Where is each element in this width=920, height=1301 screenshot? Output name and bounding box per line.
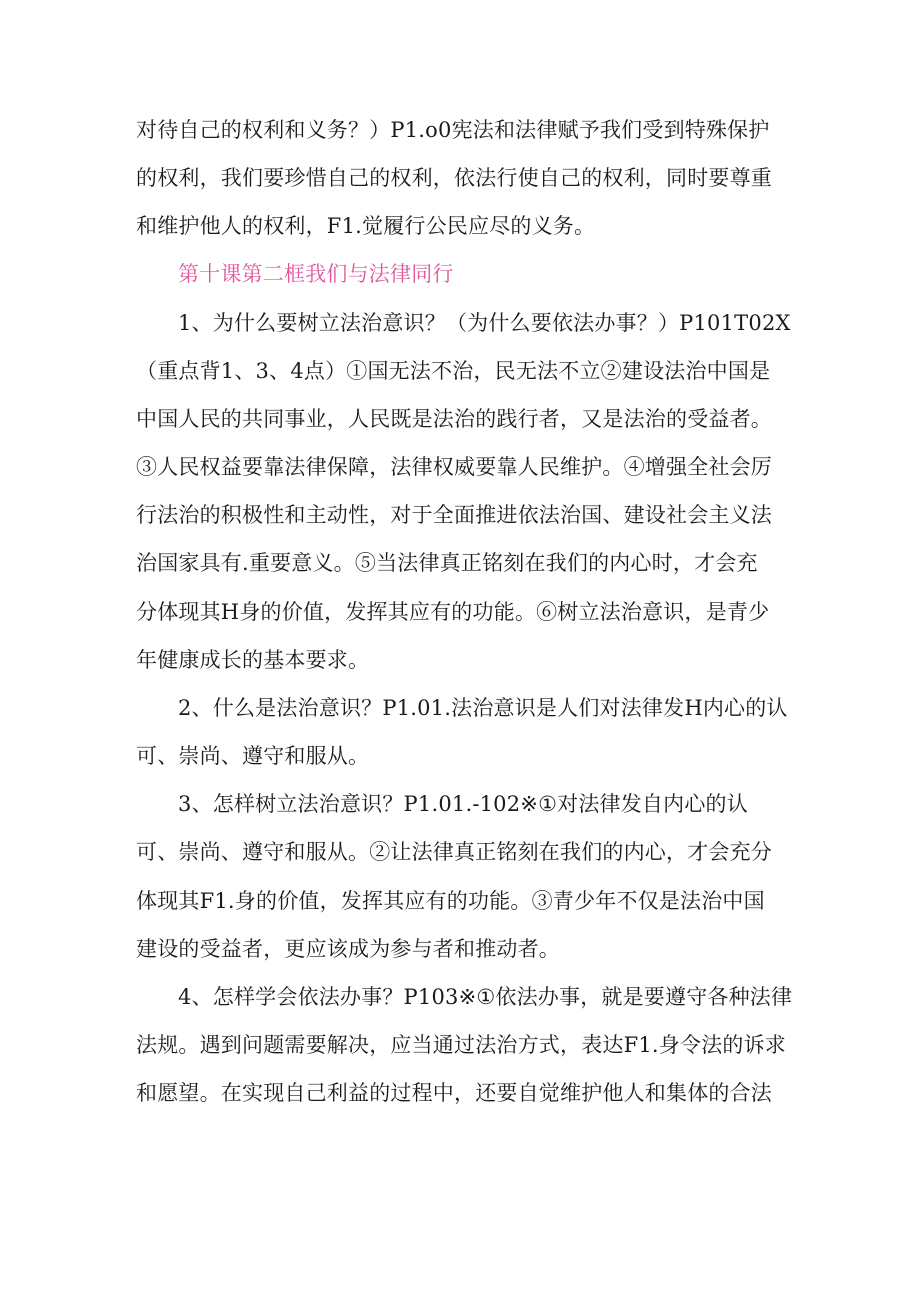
question-line: 1、为什么要树立法治意识？（为什么要依法办事？）P101T02X	[178, 311, 791, 335]
text-line: 法规。遇到问题需要解决，应当通过法治方式，表达F1.身令法的诉求	[136, 1033, 787, 1057]
text-line: 分体现其H身的价值，发挥其应有的功能。⑥树立法治意识，是青少	[136, 600, 770, 624]
text-line: 建设的受益者，更应该成为参与者和推动者。	[136, 937, 560, 961]
text-line: 行法治的积极性和主动性，对于全面推进依法治国、建设社会主义法	[136, 503, 772, 527]
text-line: 的权利，我们要珍惜自己的权利，依法行使自己的权利，同时要尊重	[136, 166, 772, 190]
text-line: 中国人民的共同事业，人民既是法治的践行者，又是法治的受益者。	[136, 407, 772, 431]
section-heading: 第十课第二框我们与法律同行	[178, 262, 454, 286]
text-line: （重点背1、3、4点）①国无法不治，民无法不立②建设法治中国是	[136, 359, 771, 383]
question-line: 2、什么是法治意识？P1.01.法治意识是人们对法律发H内心的认	[178, 696, 788, 720]
text-line: ③人民权益要靠法律保障，法律权威要靠人民维护。④增强全社会厉	[136, 455, 772, 479]
question-line: 4、怎样学会依法办事？P103※①依法办事，就是要遵守各种法律	[178, 985, 793, 1009]
text-line: 可、崇尚、遵守和服从。	[136, 744, 370, 768]
text-line: 可、崇尚、遵守和服从。②让法律真正铭刻在我们的内心，才会充分	[136, 840, 772, 864]
question-line: 3、怎样树立法治意识？P1.01.-102※①对法律发自内心的认	[178, 792, 748, 816]
text-line: 和维护他人的权利，F1.觉履行公民应尽的义务。	[136, 214, 596, 238]
text-line: 对待自己的权利和义务？）P1.o0宪法和法律赋予我们受到特殊保护	[136, 118, 770, 142]
text-line: 体现其F1.身的价值，发挥其应有的功能。③青少年不仅是法治中国	[136, 889, 765, 913]
text-line: 年健康成长的基本要求。	[136, 648, 370, 672]
text-line: 治国家具有.重要意义。⑤当法律真正铭刻在我们的内心时，才会充	[136, 551, 758, 575]
text-line: 和愿望。在实现自己利益的过程中，还要自觉维护他人和集体的合法	[136, 1081, 772, 1105]
